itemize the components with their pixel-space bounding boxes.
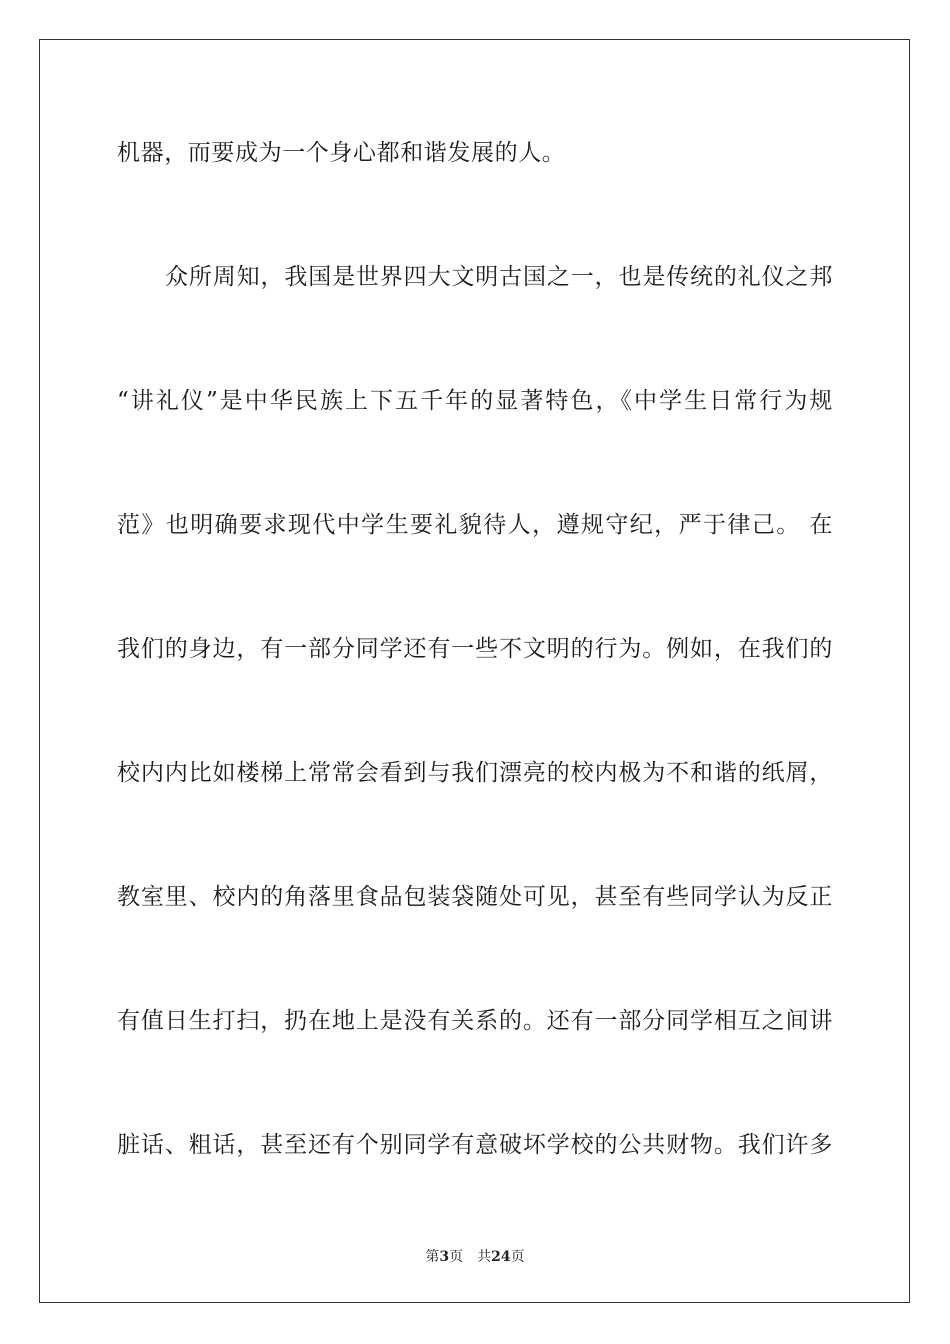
body-line-1: 机器，而要成为一个身心都和谐发展的人。 (117, 140, 566, 166)
footer-total-suffix: 页 (510, 1249, 525, 1265)
page-footer (0, 1248, 950, 1266)
body-line-2: 众所周知，我国是世界四大文明古国之一，也是传统的礼仪之邦 (165, 264, 833, 290)
footer-page-suffix: 页 (449, 1249, 464, 1265)
body-line-4: 范》也明确要求现代中学生要礼貌待人，遵规守纪，严于律己。 在 (117, 512, 833, 538)
body-line-5: 我们的身边，有一部分同学还有一些不文明的行为。例如，在我们的 (117, 636, 833, 662)
body-line-8: 有值日生打扫，扔在地上是没有关系的。还有一部分同学相互之间讲 (117, 1008, 833, 1034)
footer-total-pages: 24 (491, 1249, 511, 1265)
body-line-7: 教室里、校内的角落里食品包装袋随处可见，甚至有些同学认为反正 (117, 884, 833, 910)
footer-page-number: 3 (439, 1249, 450, 1265)
footer-page-prefix: 第 (425, 1249, 440, 1265)
footer-total-prefix: 共 (477, 1249, 492, 1265)
body-line-3: “讲礼仪”是中华民族上下五千年的显著特色，《中学生日常行为规 (117, 388, 833, 414)
body-line-6: 校内内比如楼梯上常常会看到与我们漂亮的校内极为不和谐的纸屑， (117, 760, 833, 786)
body-line-9: 脏话、粗话，甚至还有个别同学有意破坏学校的公共财物。我们许多 (117, 1132, 833, 1158)
page-border (39, 39, 910, 1303)
